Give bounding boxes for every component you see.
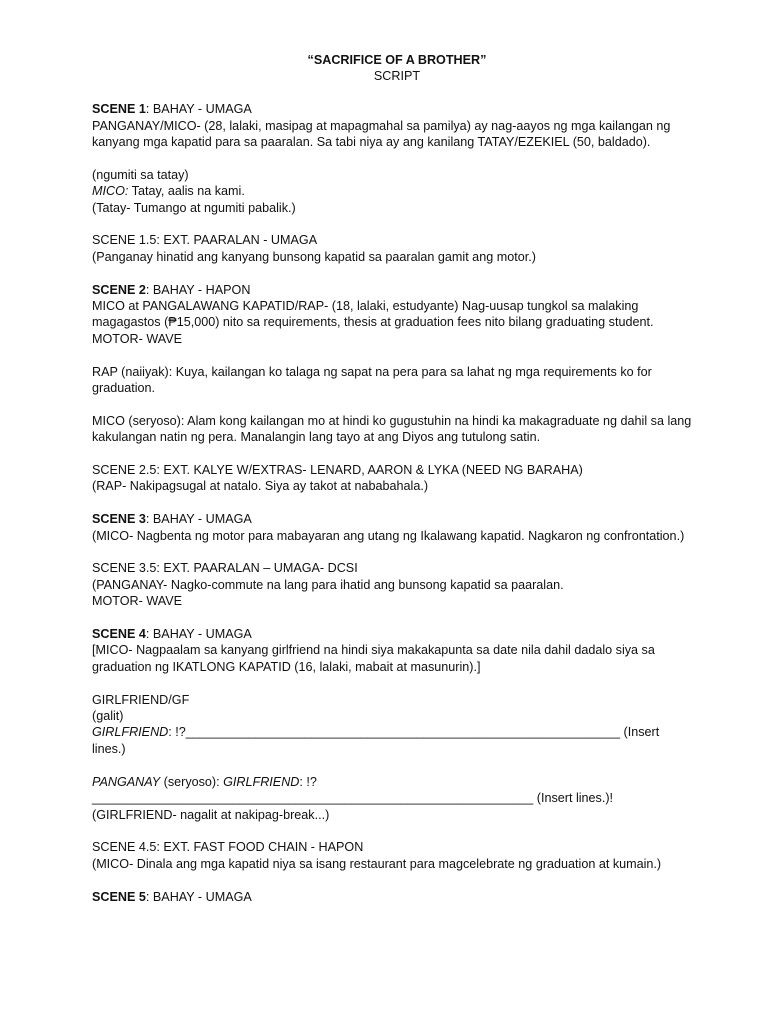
- script-subtitle: SCRIPT: [373, 69, 421, 84]
- panganay-parenthetical: (seryoso):: [160, 774, 224, 789]
- mico-serious-dialogue-text: MICO (seryoso): Alam kong kailangan mo at hindi ko gugustuhin na hindi ka makagraduate ng dahil sa lang kakulangan natin ng pera. Manalangin lang tayo at ang Diyos ang tutulong satin.: [92, 413, 692, 445]
- panganay-insert-lines: _______________________________________________________________ (Insert lines.)!: [92, 791, 614, 806]
- scene-1-5-description: (Panganay hinatid ang kanyang bunsong kapatid sa paaralan gamit ang motor.): [92, 249, 536, 264]
- gf-character-label: GIRLFRIEND/GF: [92, 692, 190, 707]
- scene-2-rap-dialogue: [92, 364, 692, 397]
- scene-5: [92, 889, 692, 905]
- panganay-character-name: PANGANAY: [92, 774, 161, 789]
- scene-1-heading: [92, 101, 692, 117]
- scene-4-label: SCENE 4: [92, 627, 146, 642]
- scene-4-5-heading: SCENE 4.5: EXT. FAST FOOD CHAIN - HAPON: [92, 840, 364, 855]
- scene-4-5-description: (MICO- Dinala ang mga kapatid niya sa isang restaurant para magcelebrate ng graduation at kumain.): [92, 856, 662, 871]
- mico-character-name: MICO:: [92, 184, 129, 199]
- scene-4-5: [92, 839, 692, 872]
- scene-3-5-heading: SCENE 3.5: EXT. PAARALAN – UMAGA- DCSI: [92, 561, 358, 576]
- scene-3-heading: [92, 511, 692, 527]
- scene-1-5-heading: SCENE 1.5: EXT. PAARALAN - UMAGA: [92, 233, 318, 248]
- scene-1-mico-dialogue: [92, 183, 692, 199]
- panganay-gf-mark: : !?: [299, 774, 317, 789]
- scene-1-description: PANGANAY/MICO- (28, lalaki, masipag at mapagmahal sa pamilya) ay nag-aayos ng mga kailangan ng kanyang mga kapatid para sa paaralan. Sa tabi niya ay ang kanilang TATAY/EZEKIEL (50, baldado).: [92, 118, 671, 150]
- rap-dialogue-text: RAP (naiiyak): Kuya, kailangan ko talaga ng sapat na pera para sa lahat ng mga requirements ko for graduation.: [92, 364, 652, 396]
- scene-1-heading-rest: : BAHAY - UMAGA: [145, 102, 252, 117]
- gf-action: (galit): [92, 709, 124, 724]
- scene-2-description: MICO at PANGALAWANG KAPATID/RAP- (18, lalaki, estudyante) Nag-uusap tungkol sa malaking magagastos (₱15,000) nito sa requirements, thesis at graduation fees nito bilang graduating student.: [92, 299, 654, 330]
- scene-4-heading: [92, 626, 692, 642]
- panganay-gf-name: GIRLFRIEND: [223, 774, 300, 789]
- script-page: [92, 52, 692, 921]
- scene-2-5-heading: SCENE 2.5: EXT. KALYE W/EXTRAS- LENARD, AARON & LYKA (NEED NG BARAHA): [92, 463, 583, 478]
- scene-2-sfx: MOTOR- WAVE: [92, 331, 183, 346]
- scene-4-gf-dialogue: [92, 692, 692, 758]
- scene-2-5: [92, 462, 692, 495]
- scene-4: [92, 626, 692, 675]
- scene-4-panganay-dialogue: [92, 774, 692, 823]
- scene-4-heading-rest: : BAHAY - UMAGA: [145, 627, 252, 642]
- scene-4-description: [MICO- Nagpaalam sa kanyang girlfriend na hindi siya makakapunta sa date nila dahil dadalo siya sa graduation ng IKATLONG KAPATID (16, lalaki, mabait at masunurin).]: [92, 643, 655, 674]
- scene-2-label: SCENE 2: [92, 282, 146, 297]
- scene-3-5-description: (PANGANAY- Nagko-commute na lang para ihatid ang bunsong kapatid sa paaralan.: [92, 577, 564, 592]
- scene-5-heading: [92, 889, 692, 905]
- scene-3-heading-rest: : BAHAY - UMAGA: [145, 512, 252, 527]
- scene-2-heading: [92, 282, 692, 298]
- scene-2-mico-dialogue: [92, 413, 692, 446]
- scene-3-description: (MICO- Nagbenta ng motor para mabayaran ang utang ng Ikalawang kapatid. Nagkaron ng confrontation.): [92, 528, 685, 543]
- scene-3-label: SCENE 3: [92, 512, 146, 527]
- scene-1-action-nod: (Tatay- Tumango at ngumiti pabalik.): [92, 200, 296, 215]
- scene-1-dialogue: [92, 167, 692, 216]
- gf-character-name: GIRLFRIEND: [92, 725, 169, 740]
- gf-dialogue: [92, 724, 692, 757]
- scene-1-action-smile: (ngumiti sa tatay): [92, 167, 189, 182]
- scene-3: [92, 511, 692, 544]
- gf-breakup-action: (GIRLFRIEND- nagalit at nakipag-break...): [92, 807, 330, 822]
- mico-dialogue-text: Tatay, aalis na kami.: [128, 184, 245, 199]
- panganay-dialogue: [92, 774, 692, 790]
- scene-2: [92, 282, 692, 348]
- scene-5-label: SCENE 5: [92, 889, 146, 904]
- scene-2-5-description: (RAP- Nakipagsugal at natalo. Siya ay takot at nababahala.): [92, 479, 429, 494]
- scene-2-heading-rest: : BAHAY - HAPON: [145, 282, 251, 297]
- scene-1: [92, 101, 692, 150]
- scene-3-5: [92, 560, 692, 609]
- scene-1-5: [92, 232, 692, 265]
- script-title: “SACRIFICE OF A BROTHER”: [307, 53, 487, 67]
- gf-dialogue-text: : !?______________________________________________________________ (Insert lines.): [92, 725, 660, 756]
- scene-1-label: SCENE 1: [92, 102, 146, 117]
- scene-3-5-sfx: MOTOR- WAVE: [92, 594, 183, 609]
- scene-5-heading-rest: : BAHAY - UMAGA: [145, 889, 252, 904]
